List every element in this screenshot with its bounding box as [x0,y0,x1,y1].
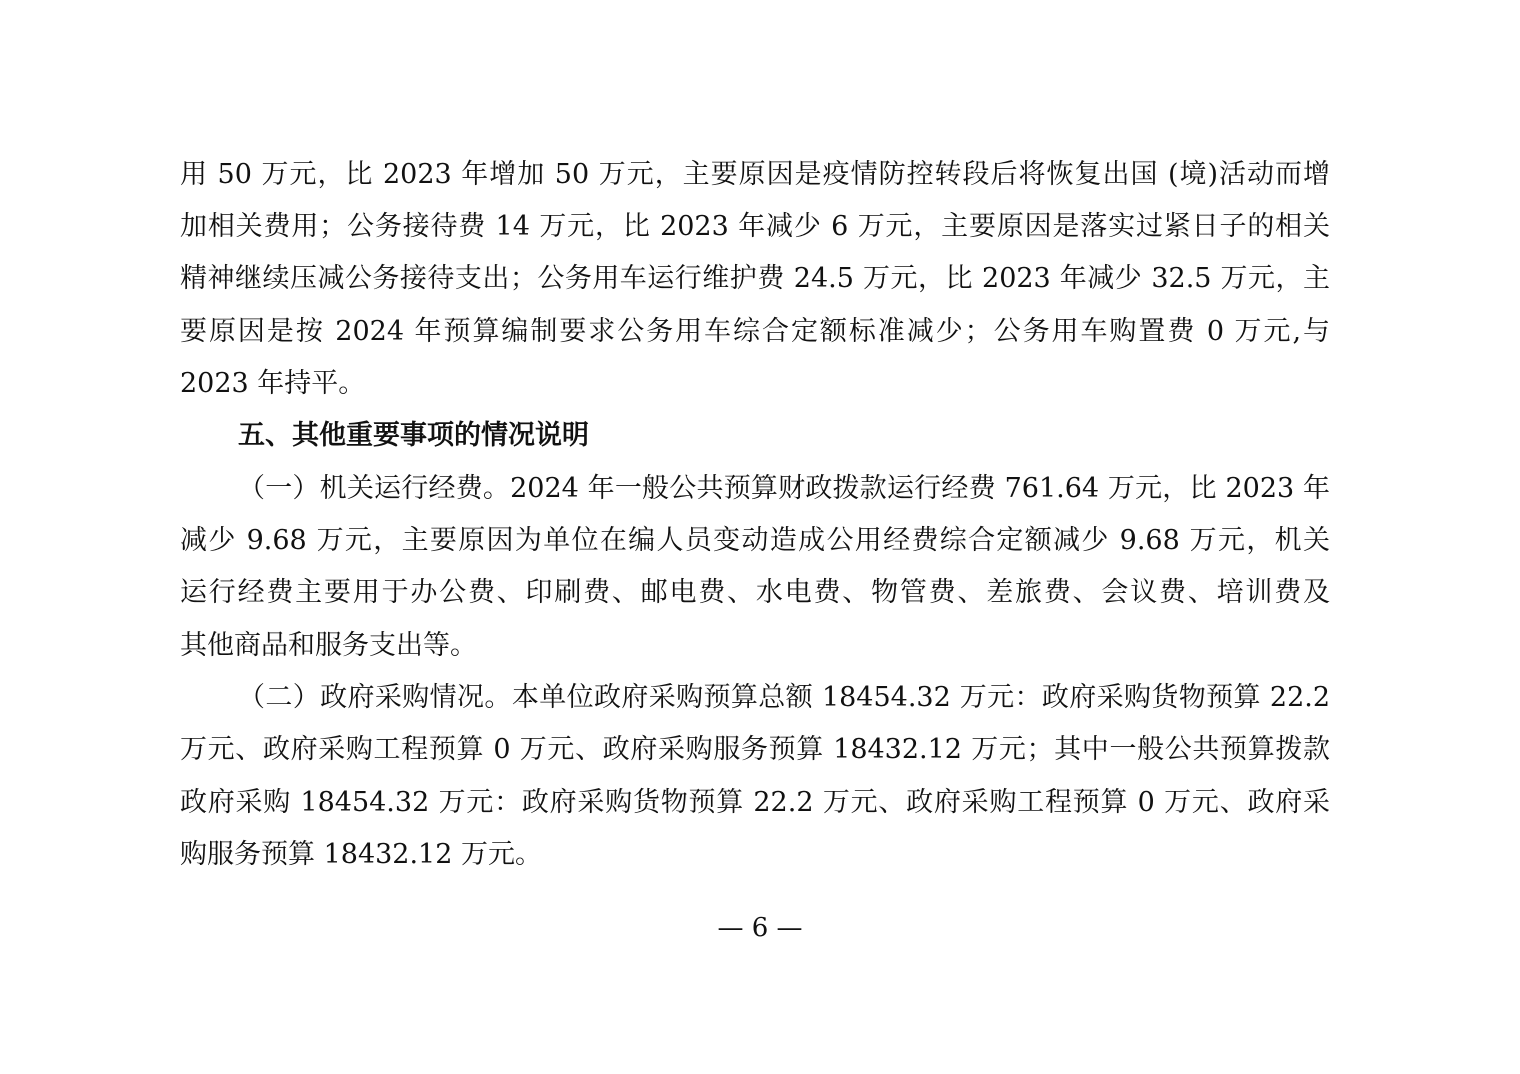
paragraph-line: 2023 年持平。 [180,368,366,399]
item-one-text: 2024 年一般公共预算财政拨款运行经费 761.64 万元，比 2023 年 [510,473,1331,504]
item-two-first-line [238,678,1330,718]
item-one-first-line [238,469,1330,509]
paragraph-line: 用 50 万元，比 2023 年增加 50 万元，主要原因是疫情防控转段后将恢复出国 (境)活动而增 [180,159,1330,190]
paragraph-line: 减少 9.68 万元，主要原因为单位在编人员变动造成公用经费综合定额减少 9.68 万元，机关 [180,525,1330,556]
paragraph-line: 其他商品和服务支出等。 [180,630,477,661]
paragraph-line: 政府采购 18454.32 万元：政府采购货物预算 22.2 万元、政府采购工程预算 0 万元、政府采 [180,787,1330,818]
paragraph-line: 购服务预算 18432.12 万元。 [180,839,542,870]
paragraph-line: 要原因是按 2024 年预算编制要求公务用车综合定额标准减少；公务用车购置费 0 万元,与 [180,316,1330,347]
paragraph-line: 精神继续压减公务接待支出；公务用车运行维护费 24.5 万元，比 2023 年减少 32.5 万元，主 [180,263,1330,294]
paragraph-line: 万元、政府采购工程预算 0 万元、政府采购服务预算 18432.12 万元；其中一般公共预算拨款 [180,734,1330,765]
paragraph-line: 加相关费用；公务接待费 14 万元，比 2023 年减少 6 万元，主要原因是落实过紧日子的相关 [180,211,1330,242]
item-two-lead: （二）政府采购情况。 [238,682,512,713]
page-number: — 6 — [717,913,803,943]
paragraph-line: 运行经费主要用于办公费、印刷费、邮电费、水电费、物管费、差旅费、会议费、培训费及 [180,577,1330,608]
item-two-text: 本单位政府采购预算总额 18454.32 万元：政府采购货物预算 22.2 [511,682,1331,713]
section-heading: 五、其他重要事项的情况说明 [238,420,589,451]
item-one-lead: （一）机关运行经费。 [238,473,511,504]
